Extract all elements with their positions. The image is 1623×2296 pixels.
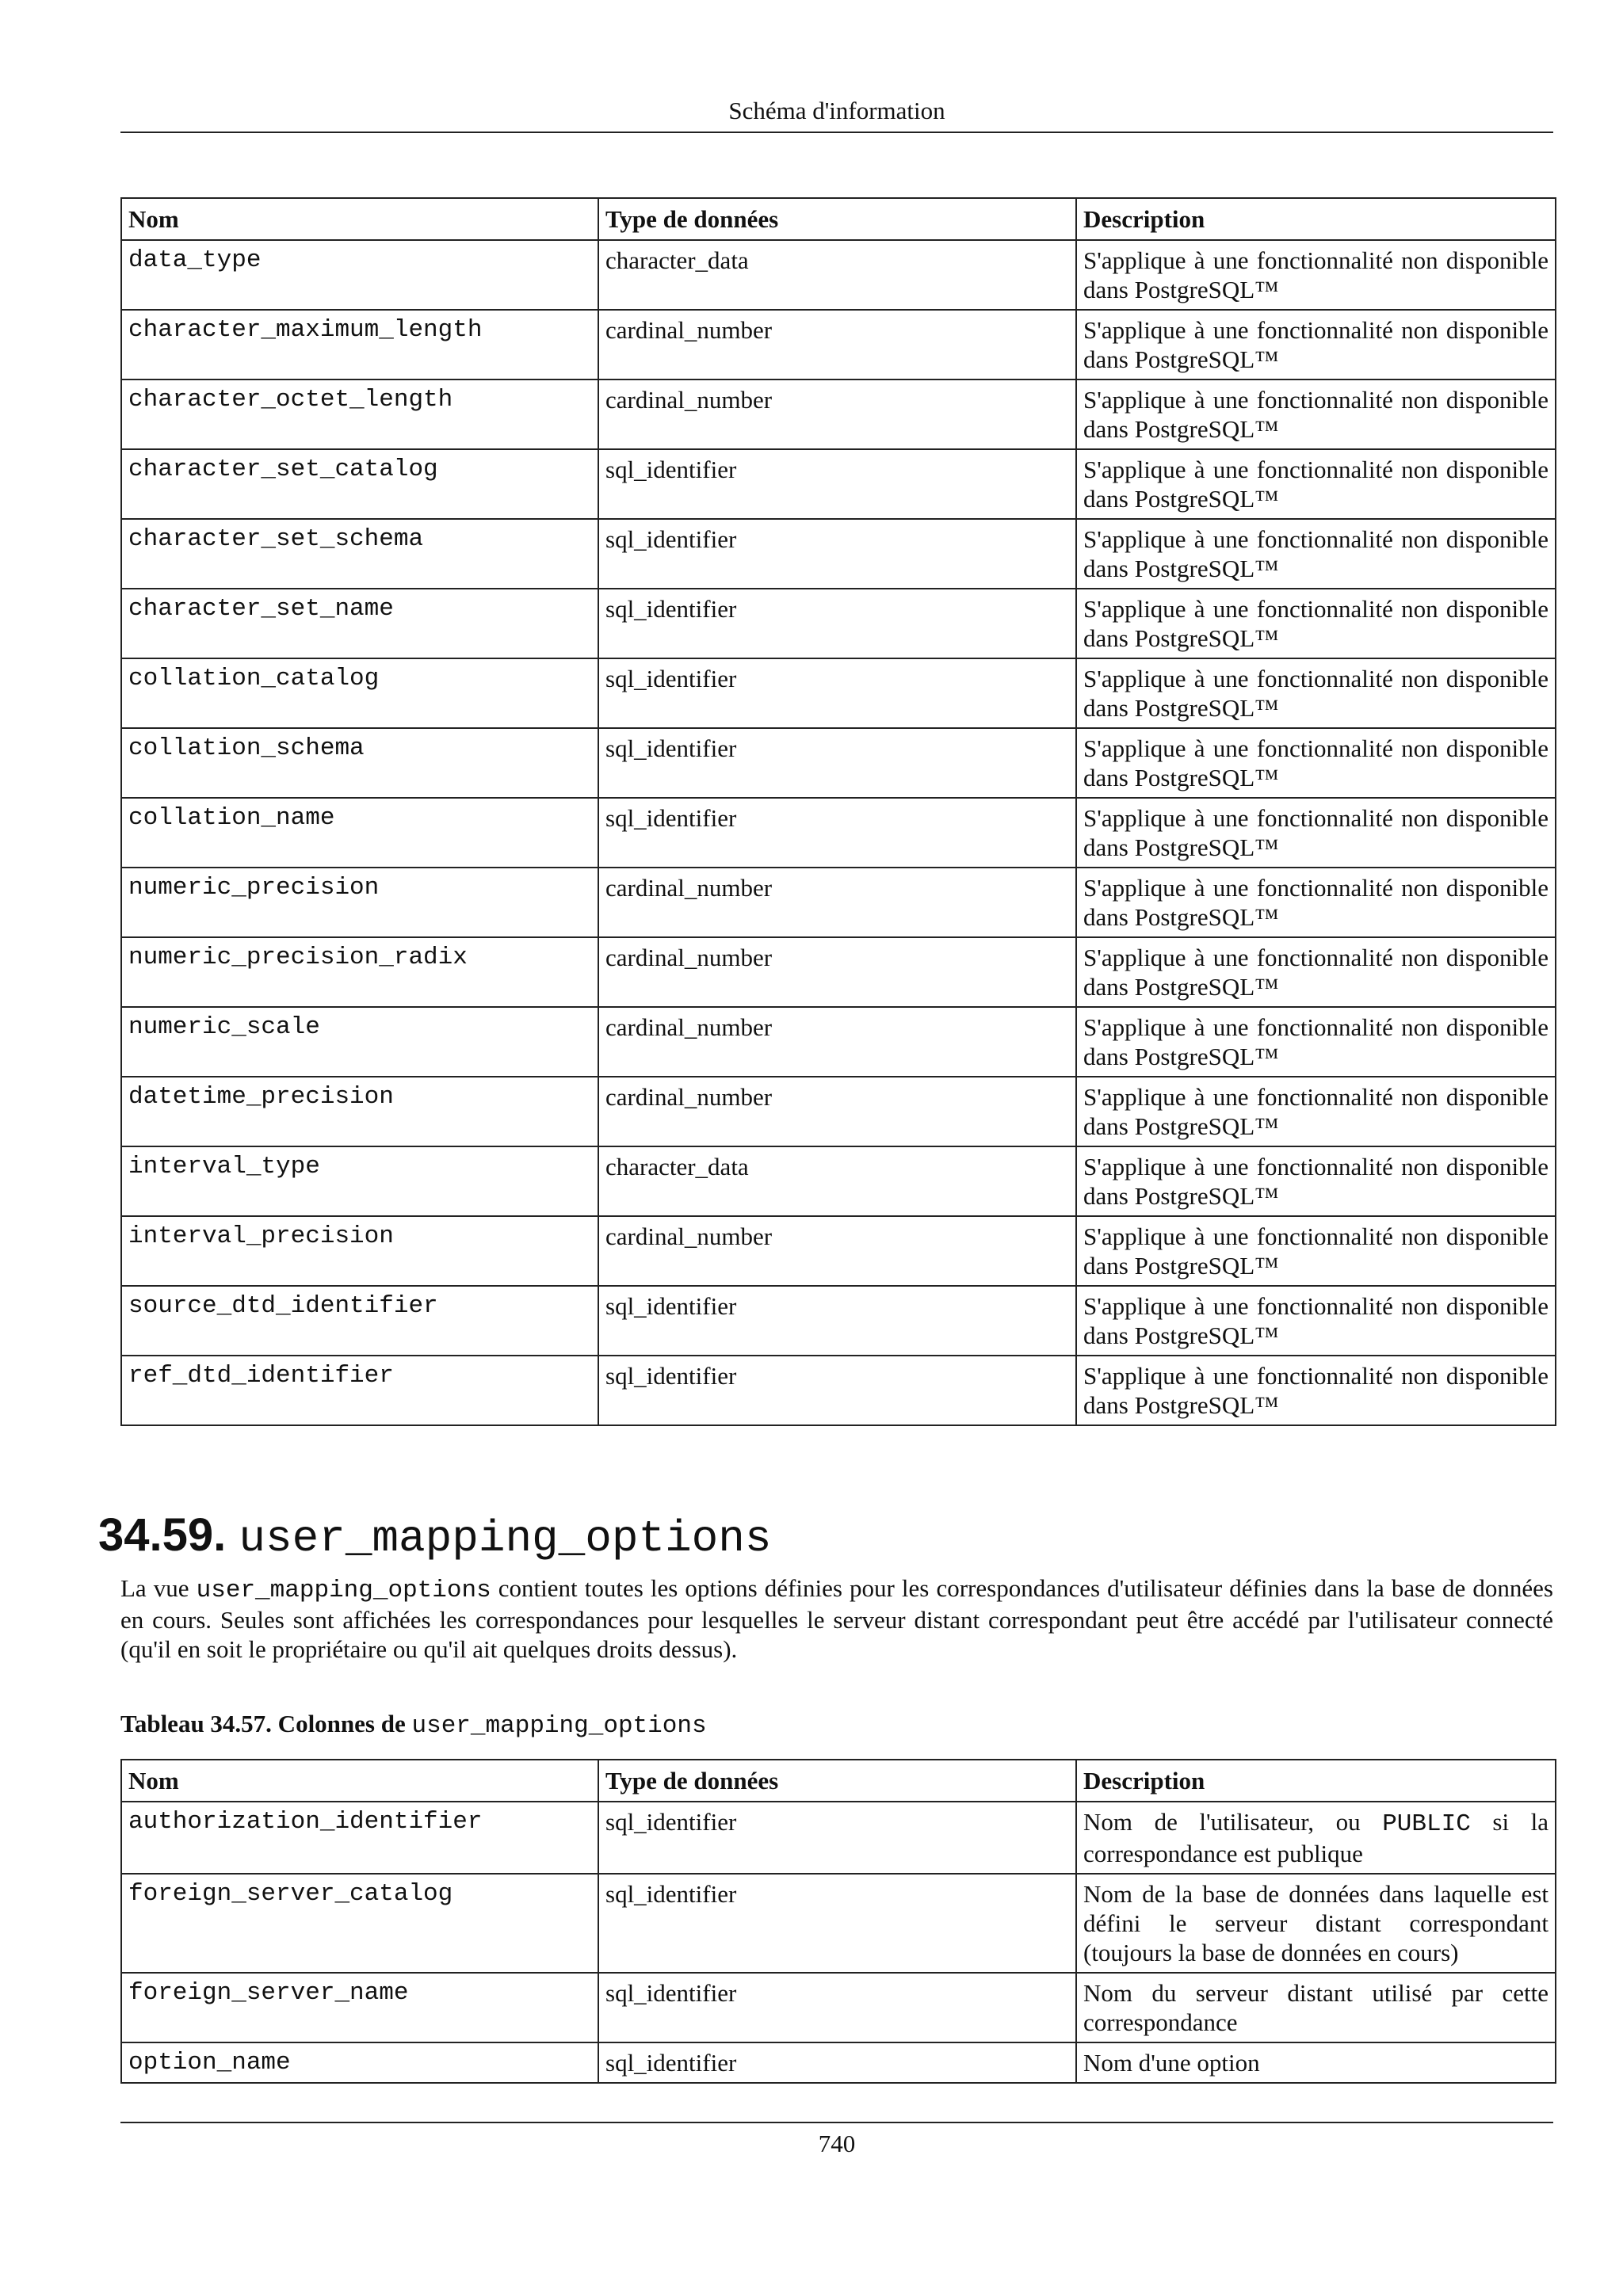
column-header-description: Description [1076,1760,1556,1802]
column-header-nom: Nom [121,198,598,240]
table-row [121,589,1556,658]
table-row [121,519,1556,589]
data-type-cell: sql_identifier [598,658,1076,728]
description-text: si la correspondance est publique [1083,1808,1549,1867]
description-cell: S'applique à une fonctionnalité non disponible dans PostgreSQL™ [1076,798,1556,868]
table-row [121,310,1556,379]
data-type-cell: cardinal_number [598,937,1076,1007]
table-row [121,1077,1556,1146]
column-name-cell: character_set_name [121,589,598,658]
column-name-cell: foreign_server_catalog [121,1874,598,1973]
column-name-cell: interval_precision [121,1216,598,1286]
description-cell: S'applique à une fonctionnalité non disponible dans PostgreSQL™ [1076,1216,1556,1286]
table-row [121,1286,1556,1356]
description-text: Nom d'une option [1083,2049,1260,2077]
data-type-cell: sql_identifier [598,2042,1076,2083]
section-name: user_mapping_options [239,1513,772,1564]
data-type-cell: cardinal_number [598,1216,1076,1286]
data-type-cell: cardinal_number [598,310,1076,379]
description-cell: S'applique à une fonctionnalité non disponible dans PostgreSQL™ [1076,449,1556,519]
column-name-cell: interval_type [121,1146,598,1216]
description-cell: S'applique à une fonctionnalité non disponible dans PostgreSQL™ [1076,519,1556,589]
column-name-cell: character_set_catalog [121,449,598,519]
table-header-row [121,198,1556,240]
description-text: Nom de l'utilisateur, ou [1083,1808,1361,1836]
column-name-cell: source_dtd_identifier [121,1286,598,1356]
description-cell: S'applique à une fonctionnalité non disponible dans PostgreSQL™ [1076,379,1556,449]
description-cell [1076,1874,1556,1973]
description-cell: S'applique à une fonctionnalité non disponible dans PostgreSQL™ [1076,728,1556,798]
column-name-cell: authorization_identifier [121,1802,598,1874]
column-name-cell: datetime_precision [121,1077,598,1146]
data-type-cell: sql_identifier [598,1802,1076,1874]
column-name-cell: collation_name [121,798,598,868]
column-name-cell: foreign_server_name [121,1973,598,2042]
description-cell [1076,1802,1556,1874]
column-name-cell: collation_schema [121,728,598,798]
column-name-cell: option_name [121,2042,598,2083]
table-row [121,1007,1556,1077]
description-cell [1076,1973,1556,2042]
data-type-cell: sql_identifier [598,589,1076,658]
description-cell: S'applique à une fonctionnalité non disponible dans PostgreSQL™ [1076,868,1556,937]
table-row [121,2042,1556,2083]
table-row [121,379,1556,449]
table-row [121,798,1556,868]
column-name-cell: numeric_precision [121,868,598,937]
columns-table-user-mapping-options [120,1759,1556,2084]
caption-code: user_mapping_options [411,1712,707,1740]
table-row [121,1146,1556,1216]
data-type-cell: character_data [598,1146,1076,1216]
table-row [121,1356,1556,1425]
description-text: Nom du serveur distant utilisé par cette correspondance [1083,1979,1549,2036]
data-type-cell: sql_identifier [598,449,1076,519]
column-header-nom: Nom [121,1760,598,1802]
table-body [121,240,1556,1425]
column-name-cell: character_set_schema [121,519,598,589]
description-cell: S'applique à une fonctionnalité non disponible dans PostgreSQL™ [1076,310,1556,379]
section-paragraph [120,1573,1553,1664]
table-row [121,1973,1556,2042]
para-text: contient toutes les options définies pour les correspondances d'utilisateur définies dans la base de données en cours. Seules sont affichées les correspondances pour lesquelles le serveur distant correspondant peut être accédé par l'utilisateur connecté (qu'il en soit le propriétaire ou qu'il ait quelques droits dessus). [120,1574,1553,1663]
description-cell: S'applique à une fonctionnalité non disponible dans PostgreSQL™ [1076,1077,1556,1146]
column-name-cell: character_octet_length [121,379,598,449]
data-type-cell: cardinal_number [598,868,1076,937]
table-row [121,1802,1556,1874]
column-name-cell: numeric_precision_radix [121,937,598,1007]
data-type-cell: sql_identifier [598,1874,1076,1973]
page-number: 740 [120,2122,1553,2161]
table-row [121,1216,1556,1286]
data-type-cell: sql_identifier [598,1286,1076,1356]
data-type-cell: cardinal_number [598,1077,1076,1146]
section-heading [98,1504,772,1570]
table-row [121,240,1556,310]
columns-table-continued [120,197,1556,1426]
para-text: La vue [120,1574,189,1602]
column-name-cell: numeric_scale [121,1007,598,1077]
data-type-cell: sql_identifier [598,798,1076,868]
description-cell: S'applique à une fonctionnalité non disponible dans PostgreSQL™ [1076,658,1556,728]
data-type-cell: cardinal_number [598,1007,1076,1077]
column-name-cell: character_maximum_length [121,310,598,379]
table-row [121,1874,1556,1973]
description-cell: S'applique à une fonctionnalité non disponible dans PostgreSQL™ [1076,589,1556,658]
column-header-type: Type de données [598,198,1076,240]
data-type-cell: sql_identifier [598,519,1076,589]
section-number: 34.59. [98,1509,227,1561]
data-type-cell: sql_identifier [598,1973,1076,2042]
column-name-cell: ref_dtd_identifier [121,1356,598,1425]
description-cell: S'applique à une fonctionnalité non disponible dans PostgreSQL™ [1076,1356,1556,1425]
description-cell [1076,2042,1556,2083]
description-code: PUBLIC [1382,1810,1471,1838]
column-name-cell: data_type [121,240,598,310]
data-type-cell: sql_identifier [598,1356,1076,1425]
description-cell: S'applique à une fonctionnalité non disponible dans PostgreSQL™ [1076,1007,1556,1077]
description-cell: S'applique à une fonctionnalité non disponible dans PostgreSQL™ [1076,937,1556,1007]
description-text: Nom de la base de données dans laquelle est défini le serveur distant correspondant (toujours la base de données en cours) [1083,1880,1549,1966]
table-row [121,449,1556,519]
column-name-cell: collation_catalog [121,658,598,728]
data-type-cell: sql_identifier [598,728,1076,798]
description-cell: S'applique à une fonctionnalité non disponible dans PostgreSQL™ [1076,1286,1556,1356]
caption-label: Tableau 34.57. Colonnes de [120,1710,406,1737]
table-row [121,937,1556,1007]
table-body [121,1802,1556,2083]
column-header-type: Type de données [598,1760,1076,1802]
description-cell: S'applique à une fonctionnalité non disponible dans PostgreSQL™ [1076,1146,1556,1216]
table-row [121,868,1556,937]
description-cell: S'applique à une fonctionnalité non disponible dans PostgreSQL™ [1076,240,1556,310]
table-row [121,728,1556,798]
column-header-description: Description [1076,198,1556,240]
data-type-cell: character_data [598,240,1076,310]
table-header-row [121,1760,1556,1802]
data-type-cell: cardinal_number [598,379,1076,449]
table-caption [120,1708,1553,1742]
para-code: user_mapping_options [196,1577,491,1604]
table-row [121,658,1556,728]
running-header: Schéma d'information [120,93,1553,133]
